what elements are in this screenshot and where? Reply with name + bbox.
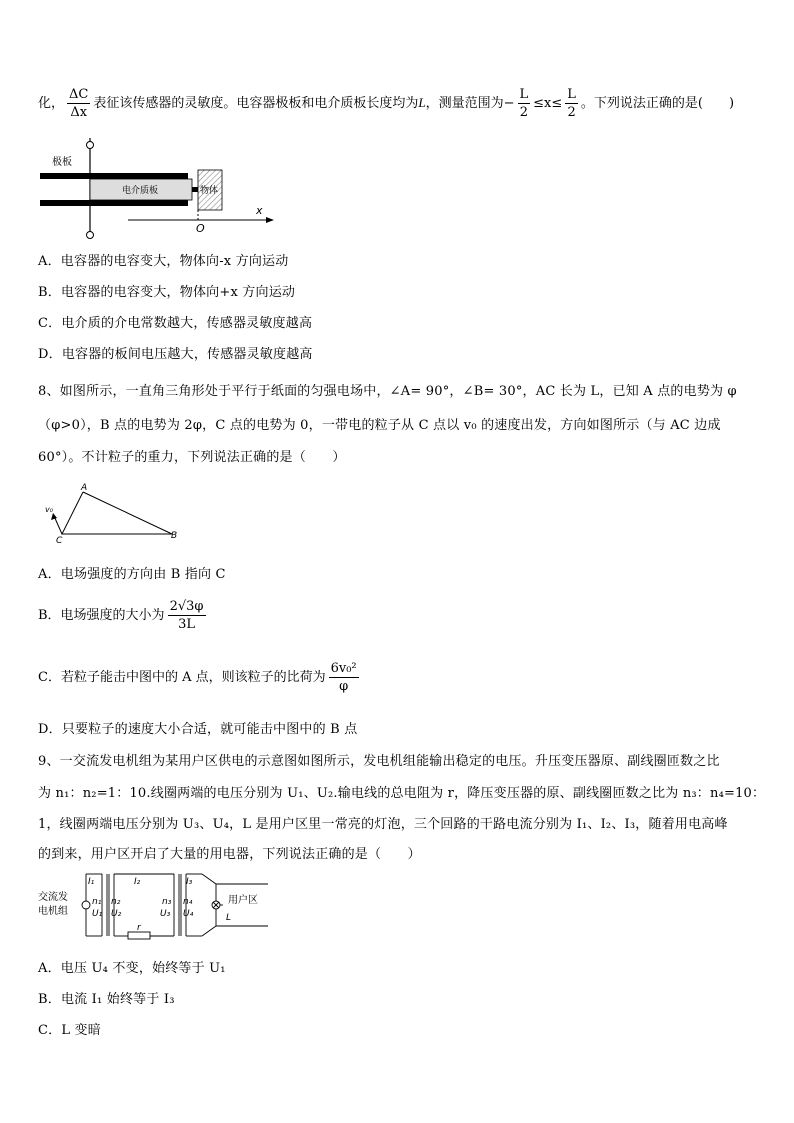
q7-range-left (518, 86, 531, 121)
q9-label-u1: U₁ (92, 909, 103, 919)
q7-range-left-num: L (519, 87, 529, 102)
q7-intro-d: 。下列说法正确的是( ) (580, 96, 735, 111)
q8-option-c-den: φ (339, 679, 349, 694)
q9-generator-label-2: 电机组 (38, 906, 68, 917)
q7-option-c: C．电介质的介电常数越大，传感器灵敏度越高 (38, 316, 313, 331)
q8-option-d: D．只要粒子的速度大小合适，就可能击中图中的 B 点 (38, 722, 358, 737)
q9-line-1: 9、一交流发电机组为某用户区供电的示意图如图所示，发电机组能输出稳定的电压。升压变压器原、副线圈匝数之比 (38, 754, 720, 769)
q8-option-b-den: 3L (178, 617, 195, 632)
q9-label-i3: I₃ (186, 877, 193, 887)
q9-option-b: B．电流 I₁ 始终等于 I₃ (38, 992, 175, 1007)
q9-lamp-label: L (226, 913, 232, 923)
q8-label-b: B (171, 531, 178, 541)
q7-intro-b: 表征该传感器的灵敏度。电容器极板和电介质板长度均为 (93, 96, 419, 111)
q9-label-n2: n₂ (111, 897, 121, 907)
q8-label-c: C (56, 536, 63, 545)
q8-option-c-num: 6v₀² (330, 661, 357, 676)
q8-option-c (38, 660, 362, 695)
q9-line-3: 1，线圈两端电压分别为 U₃、U₄，L 是用户区里一常亮的灯泡，三个回路的干路电流分别为 I₁、I₂、I₃，随着用电高峰 (38, 817, 728, 832)
q7-range-mid: ≤x≤ (533, 96, 563, 111)
q7-capacitor-figure (38, 138, 288, 243)
q7-L: L (418, 95, 426, 110)
q8-option-c-fraction (329, 660, 359, 695)
q8-option-b (38, 598, 209, 633)
q7-x-label: x (256, 204, 263, 217)
q8-triangle (62, 492, 172, 534)
q9-circuit-figure (38, 870, 273, 950)
q7-frac-den: Δx (70, 105, 88, 120)
q9-label-r: r (137, 923, 141, 933)
q9-option-a: A．电压 U₄ 不变，始终等于 U₁ (38, 961, 226, 976)
q7-connector (192, 187, 198, 192)
q7-frac-num: ΔC (69, 87, 89, 102)
q7-terminal-top (87, 142, 94, 149)
q7-option-b: B．电容器的电容变大，物体向+x 方向运动 (38, 285, 296, 300)
q7-o-label: O (196, 222, 205, 235)
q8-line-2: （φ>0），B 点的电势为 2φ，C 点的电势为 0，一带电的粒子从 C 点以 v₀ 的速度出发，方向如图所示（与 AC 边成 (38, 418, 721, 433)
q8-option-c-text: C．若粒子能击中图中的 A 点，则该粒子的比荷为 (38, 670, 326, 685)
q7-x-arrow (266, 217, 274, 223)
q7-intro-line (38, 86, 734, 121)
q7-range-right (565, 86, 578, 121)
q8-velocity-vector (54, 516, 62, 534)
q9-label-n3: n₃ (162, 897, 172, 907)
q8-option-b-fraction (168, 598, 206, 633)
q7-plate-label: 极板 (52, 157, 72, 168)
q8-option-b-num: 2√3φ (169, 599, 204, 614)
q9-generator-label-1: 交流发 (38, 892, 68, 903)
q9-user-area-label: 用户区 (228, 895, 258, 906)
q9-label-n1: n₁ (92, 897, 102, 907)
q9-line-2: 为 n₁：n₂=1：10.线圈两端的电压分别为 U₁、U₂.输电线的总电阻为 r，降压变压器的原、副线圈匝数之比为 n₃：n₄=10： (38, 786, 766, 801)
q7-sensitivity-fraction (67, 86, 90, 121)
q7-bottom-plate (40, 200, 188, 206)
q9-resistor-r (128, 932, 150, 939)
q9-option-c: C．L 变暗 (38, 1023, 101, 1038)
q8-label-v0: v₀ (45, 505, 53, 514)
q9-line-4: 的到来，用户区开启了大量的用电器，下列说法正确的是（ ） (38, 847, 421, 862)
q7-option-d: D．电容器的板间电压越大，传感器灵敏度越高 (38, 347, 313, 362)
q7-dielectric-label: 电介质板 (122, 186, 159, 196)
q7-terminal-bottom (87, 232, 94, 239)
q9-generator-symbol (82, 901, 90, 909)
q7-intro-a: 化， (38, 96, 65, 111)
q8-line-3: 60°）。不计粒子的重力，下列说法正确的是（ ） (38, 450, 346, 465)
q7-top-plate (40, 173, 188, 179)
q9-label-i2: I₂ (134, 877, 141, 887)
q8-triangle-figure (40, 480, 190, 545)
q7-intro-c: ，测量范围为− (425, 96, 515, 111)
q8-option-b-text: B．电场强度的大小为 (38, 608, 165, 623)
q8-option-a: A．电场强度的方向由 B 指向 C (38, 567, 226, 582)
q7-range-right-num: L (567, 87, 576, 102)
q8-velocity-arrow (51, 513, 57, 520)
q9-label-n4: n₄ (183, 897, 193, 907)
q9-label-u3: U₃ (160, 909, 171, 919)
q9-label-u2: U₂ (111, 909, 122, 919)
q8-label-a: A (81, 483, 88, 493)
q8-line-1: 8、如图所示，一直角三角形处于平行于纸面的匀强电场中，∠A= 90°，∠B= 30°，AC 长为 L，已知 A 点的电势为 φ (38, 384, 737, 399)
q7-range-right-den: 2 (567, 105, 576, 120)
q7-option-a: A．电容器的电容变大，物体向-x 方向运动 (38, 254, 289, 269)
q9-label-i1: I₁ (88, 877, 95, 887)
q9-label-u4: U₄ (183, 909, 194, 919)
q7-object-label: 物体 (200, 186, 219, 196)
q7-range-left-den: 2 (519, 105, 528, 120)
